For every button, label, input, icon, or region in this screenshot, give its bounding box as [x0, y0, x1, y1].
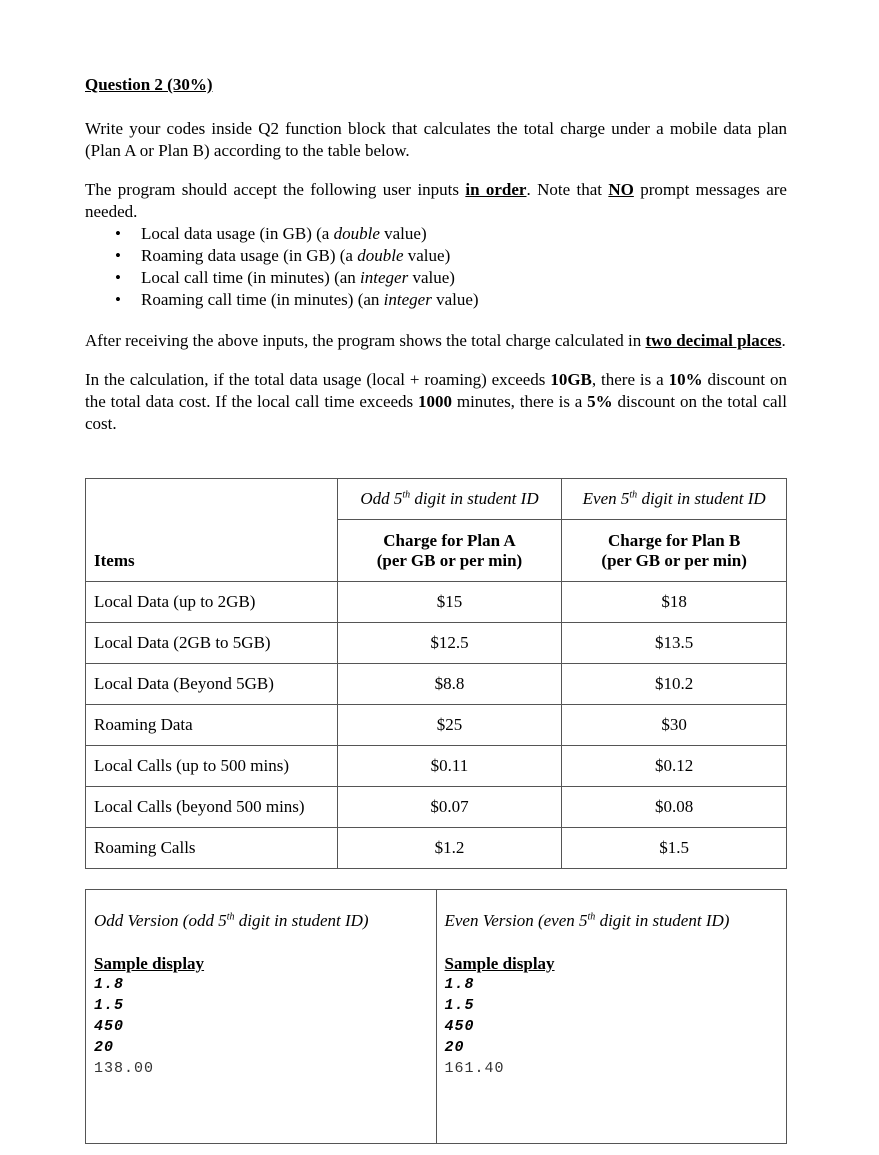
plan-b-cell: $13.5 [562, 623, 787, 664]
plan-b-header [562, 520, 787, 582]
rates-table [85, 478, 787, 869]
text: . [781, 331, 786, 350]
sample-output-line: 138.00 [94, 1060, 155, 1077]
table-row [86, 705, 787, 746]
sample-input-line: 1.8 [444, 976, 475, 993]
plan-b-cell: $0.12 [562, 746, 787, 787]
text: The program should accept the following user inputs [85, 180, 466, 199]
even-version-cell [436, 890, 787, 1144]
sample-input-line: 20 [94, 1039, 115, 1056]
text: value) [431, 290, 479, 309]
question-text [85, 74, 787, 435]
table-row [86, 664, 787, 705]
sample-input-line: 20 [444, 1039, 465, 1056]
emphasis-in-order: in order [465, 180, 527, 199]
emphasis: 5% [587, 392, 613, 411]
text: Odd 5 [360, 489, 403, 508]
paragraph-discount [85, 369, 787, 435]
text: Charge for Plan A [383, 530, 516, 550]
sample-display-label: Sample display [444, 954, 555, 973]
type-name: double [333, 224, 380, 243]
input-list [85, 223, 787, 311]
plan-a-cell: $12.5 [337, 623, 562, 664]
item-cell: Roaming Calls [86, 828, 338, 869]
list-item [115, 223, 787, 245]
odd-version-header [337, 479, 562, 520]
sample-input-line: 1.5 [94, 997, 125, 1014]
table-row [86, 582, 787, 623]
emphasis: 1000 [418, 392, 453, 411]
sample-output-line: 161.40 [444, 1060, 505, 1077]
list-item [115, 289, 787, 311]
list-item [115, 245, 787, 267]
text: Local call time (in minutes) (an [141, 268, 361, 287]
superscript: th [402, 489, 411, 501]
emphasis: 10% [668, 370, 703, 389]
plan-a-cell: $0.11 [337, 746, 562, 787]
text: digit in student ID [637, 489, 766, 508]
table-row [86, 828, 787, 869]
text: discount on the total data cost. If the local call time exceeds [85, 370, 787, 411]
text: Local data usage (in GB) (a [141, 224, 334, 243]
plan-b-cell: $10.2 [562, 664, 787, 705]
table-row [86, 787, 787, 828]
plan-b-cell: $0.08 [562, 787, 787, 828]
text: discount on the total call cost. [85, 392, 787, 433]
text: Odd Version (odd 5 [94, 911, 227, 930]
paragraph-output [85, 330, 787, 352]
text: digit in student ID [410, 489, 539, 508]
sample-input-line: 1.8 [94, 976, 125, 993]
type-name: integer [383, 290, 432, 309]
text: After receiving the above inputs, the program shows the total charge calculated in [85, 331, 646, 350]
sample-display-label: Sample display [94, 954, 205, 973]
emphasis-no: NO [608, 180, 634, 199]
sample-input-line: 450 [94, 1018, 125, 1035]
superscript: th [629, 489, 638, 501]
plan-a-cell: $25 [337, 705, 562, 746]
type-name: integer [360, 268, 409, 287]
emphasis-two-decimal: two decimal places [645, 331, 782, 350]
odd-version-title [94, 910, 428, 932]
text: value) [379, 224, 427, 243]
plan-a-cell: $1.2 [337, 828, 562, 869]
text: minutes, there is a [452, 392, 588, 411]
superscript: th [587, 911, 596, 923]
item-cell: Local Calls (beyond 500 mins) [86, 787, 338, 828]
plan-b-cell: $1.5 [562, 828, 787, 869]
item-cell: Local Data (2GB to 5GB) [86, 623, 338, 664]
text: value) [408, 268, 455, 287]
type-name: double [357, 246, 404, 265]
text: Roaming call time (in minutes) (an [141, 290, 384, 309]
text: digit in student ID) [234, 911, 369, 930]
table-row [86, 623, 787, 664]
items-header: Items [86, 479, 338, 582]
text: Even 5 [582, 489, 630, 508]
text: Charge for Plan B [607, 530, 741, 550]
plan-b-cell: $18 [562, 582, 787, 623]
even-version-header [562, 479, 787, 520]
plan-a-cell: $8.8 [337, 664, 562, 705]
version-header-row [86, 479, 787, 520]
item-cell: Local Data (up to 2GB) [86, 582, 338, 623]
emphasis: 10GB [550, 370, 592, 389]
odd-version-cell [86, 890, 437, 1144]
item-cell: Local Data (Beyond 5GB) [86, 664, 338, 705]
text: prompt messages are needed. [85, 180, 787, 221]
plan-b-cell: $30 [562, 705, 787, 746]
superscript: th [226, 911, 235, 923]
text: (per GB or per min) [376, 550, 523, 570]
plan-a-header [337, 520, 562, 582]
item-cell: Roaming Data [86, 705, 338, 746]
list-item [115, 267, 787, 289]
text: digit in student ID) [595, 911, 730, 930]
text: value) [403, 246, 451, 265]
paragraph-intro: Write your codes inside Q2 function block that calculates the total charge under a mobile data plan (Plan A or Plan B) according to the table below. [85, 119, 787, 160]
even-version-title [445, 910, 779, 932]
text: (per GB or per min) [601, 550, 747, 570]
question-heading: Question 2 (30%) [85, 75, 213, 94]
sample-display-table [85, 889, 787, 1144]
item-cell: Local Calls (up to 500 mins) [86, 746, 338, 787]
table-row [86, 746, 787, 787]
text: , there is a [591, 370, 669, 389]
plan-a-cell: $15 [337, 582, 562, 623]
text: . Note that [526, 180, 609, 199]
text: Even Version (even 5 [444, 911, 588, 930]
text: Roaming data usage (in GB) (a [141, 246, 358, 265]
table-row [86, 890, 787, 1144]
plan-a-cell: $0.07 [337, 787, 562, 828]
paragraph-inputs [85, 179, 787, 223]
sample-input-line: 1.5 [444, 997, 475, 1014]
text: In the calculation, if the total data usage (local + roaming) exceeds [85, 370, 551, 389]
sample-input-line: 450 [444, 1018, 475, 1035]
